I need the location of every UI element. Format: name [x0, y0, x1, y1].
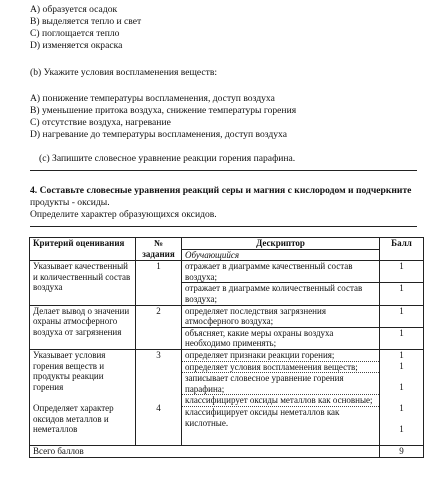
header-descriptor: Дескриптор	[182, 238, 380, 250]
table-row	[30, 261, 424, 283]
row3-descriptor-1: определяет признаки реакции горения;	[182, 350, 379, 362]
q3b-option-b: B) уменьшение притока воздуха, снижение температуры горения	[30, 105, 297, 116]
row1-descriptor-1: отражает в диаграмме качественный состав воздуха;	[182, 261, 380, 283]
row2-task: 2	[136, 305, 182, 349]
total-value: 9	[380, 446, 424, 458]
q3-option-d: D) изменяется окраска	[30, 40, 123, 51]
table-row	[30, 349, 424, 445]
header-descriptor-sub: Обучающийся	[182, 249, 380, 261]
header-points: Балл	[380, 238, 424, 261]
row1-points-2: 1	[380, 283, 424, 305]
table-total-row	[30, 446, 424, 458]
q3c-prompt: (с) Запишите словесное уравнение реакции горения парафина.	[39, 153, 296, 164]
row1-points-1: 1	[380, 261, 424, 283]
q4-text-line3: Определите характер образующихся оксидов.	[30, 209, 217, 220]
header-criterion: Критерий оценивания	[30, 238, 136, 261]
row1-criterion: Указывает качественный и количественный состав воздуха	[30, 261, 136, 305]
row1-task: 1	[136, 261, 182, 305]
row3-points	[380, 349, 424, 445]
row2-points-1: 1	[380, 305, 424, 327]
row3-descriptor-3: записывает словесное уравнение горения парафина;	[182, 373, 379, 395]
header-task-no: № задания	[136, 238, 182, 261]
row3-points-3: 1	[399, 381, 404, 392]
row3-descriptor-2: определяет условия воспламенения веществ;	[182, 362, 379, 374]
row3-descriptor-5: классифицирует оксиды неметаллов как кислотные.	[185, 406, 340, 428]
q3-option-b: B) выделяется тепло и свет	[30, 16, 142, 27]
q3b-option-c: C) отсутствие воздуха, нагревание	[30, 117, 171, 128]
q3b-option-d: D) нагревание до температуры воспламенения, доступ воздуха	[30, 129, 287, 140]
table-row	[30, 305, 424, 327]
assessment-rubric-table	[29, 237, 424, 458]
q4-text-line1: 4. Составьте словесные уравнения реакций серы и магния с кислородом и подчеркните	[30, 185, 412, 196]
row2-descriptor-1: определяет последствия загрязнения атмосферного воздуха;	[182, 305, 380, 327]
row3-points-4: 1	[399, 402, 404, 413]
row2-descriptor-2: объясняет, какие меры охраны воздуха необходимо применять;	[182, 327, 380, 349]
row3-task-1: 3	[156, 349, 161, 360]
row3-descriptors	[182, 349, 380, 445]
row3-points-1: 1	[399, 349, 404, 360]
total-label: Всего баллов	[30, 446, 380, 458]
table-header-row	[30, 238, 424, 250]
row2-points-2: 1	[380, 327, 424, 349]
row3-tasks	[136, 349, 182, 445]
row1-descriptor-2: отражает в диаграмме количественный состав воздуха;	[182, 283, 380, 305]
answer-line-q3c	[30, 170, 417, 171]
row3-points-5: 1	[399, 424, 404, 435]
row3-criterion-2: Определяет характер оксидов металлов и неметаллов	[33, 402, 114, 435]
q3-option-c: C) поглощается тепло	[30, 28, 120, 39]
row3-points-2: 1	[399, 360, 404, 371]
row2-criterion: Делает вывод о значении охраны атмосферного воздуха от загрязнения	[30, 305, 136, 349]
row3-criterion-1: Указывает условия горения веществ и продукты реакции горения	[33, 349, 106, 392]
q3b-option-a: A) понижение температуры воспламенения, доступ воздуха	[30, 93, 275, 104]
row3-descriptor-4: классифицирует оксиды металлов как основные;	[182, 395, 379, 407]
q3b-prompt: (b) Укажите условия воспламенения веществ:	[30, 67, 218, 78]
row3-criteria	[30, 349, 136, 445]
row3-task-2: 4	[156, 402, 161, 413]
q3-option-a: A) образуется осадок	[30, 4, 118, 15]
answer-line-q4	[30, 226, 417, 227]
q4-text-line2: продукты - оксиды.	[30, 197, 110, 208]
